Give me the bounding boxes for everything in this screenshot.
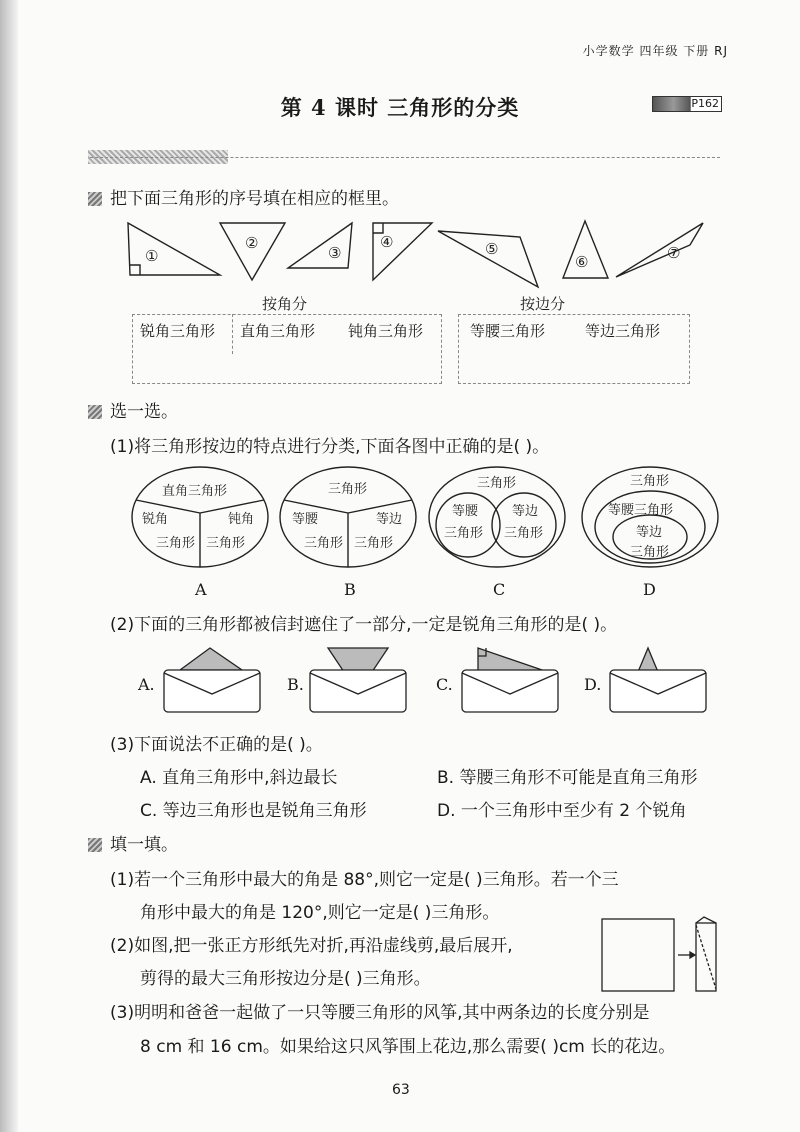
venn-option-c[interactable]: C: [493, 580, 506, 599]
category-obtuse[interactable]: 钝角三角形: [348, 322, 424, 340]
triangle-label-2: ②: [245, 234, 259, 252]
acute-box-divider: [232, 314, 233, 354]
question-1-prompt: 把下面三角形的序号填在相应的框里。: [110, 189, 399, 209]
question-3-line-4: 剪得的最大三角形按边分是( )三角形。: [140, 969, 431, 989]
diagD-text-1: 三角形: [630, 474, 670, 489]
diagB-text-2: 等腰: [292, 512, 319, 527]
question-2-sub2: (2)下面的三角形都被信封遮住了一部分,一定是锐角三角形的是( )。: [110, 615, 618, 635]
envelope-option-d[interactable]: D.: [584, 675, 602, 694]
question-3-line-2: 角形中最大的角是 120°,则它一定是( )三角形。: [140, 903, 500, 923]
triangle-7: [616, 223, 703, 277]
folded-paper-figure: [600, 915, 720, 995]
triangle-1: [128, 223, 220, 275]
scan-edge: [0, 0, 18, 1132]
diagB-text-3: 三角形: [304, 536, 344, 551]
category-right[interactable]: 直角三角形: [240, 322, 316, 340]
question-3-line-5: (3)明明和爸爸一起做了一只等腰三角形的风筝,其中两条边的长度分别是: [110, 1003, 650, 1023]
diagD-text-2: 等腰三角形: [608, 503, 674, 518]
question-3-line-1: (1)若一个三角形中最大的角是 88°,则它一定是( )三角形。若一个三: [110, 870, 619, 890]
choice-a[interactable]: A. 直角三角形中,斜边最长: [140, 768, 338, 788]
section-divider: [90, 157, 720, 158]
triangle-3: [288, 223, 352, 268]
question-2-sub3: (3)下面说法不正确的是( )。: [110, 735, 323, 755]
triangle-label-3: ③: [328, 244, 342, 262]
envelope-figures: [160, 640, 720, 715]
diagB-text-4: 等边: [376, 512, 403, 527]
choice-c[interactable]: C. 等边三角形也是锐角三角形: [140, 801, 367, 821]
venn-option-b[interactable]: B: [344, 580, 356, 599]
diagB-text-5: 三角形: [354, 536, 394, 551]
venn-diagrams: [120, 465, 720, 575]
question-3-icon: [88, 838, 102, 852]
choice-b[interactable]: B. 等腰三角形不可能是直角三角形: [437, 768, 698, 788]
question-2-sub1: (1)将三角形按边的特点进行分类,下面各图中正确的是( )。: [110, 437, 550, 457]
triangle-label-5: ⑤: [485, 240, 499, 258]
question-2-title: 选一选。: [110, 402, 178, 422]
page-number: 63: [392, 1082, 410, 1098]
diagC-text-3: 三角形: [444, 526, 484, 541]
diagA-text-2: 锐角: [142, 512, 169, 527]
triangle-label-6: ⑥: [575, 253, 589, 271]
venn-option-a[interactable]: A: [195, 580, 207, 599]
triangle-4: [373, 223, 432, 280]
triangle-label-7: ⑦: [667, 244, 681, 262]
question-3-line-6: 8 cm 和 16 cm。如果给这只风筝围上花边,那么需要( )cm 长的花边。: [140, 1037, 676, 1057]
page-reference-badge: P162: [652, 96, 722, 112]
envelope-option-c[interactable]: C.: [436, 675, 453, 694]
side-group-label: 按边分: [520, 295, 566, 313]
category-isosceles[interactable]: 等腰三角形: [470, 322, 546, 340]
category-acute[interactable]: 锐角三角形: [140, 322, 216, 340]
diagA-text-4: 钝角: [228, 512, 255, 527]
question-2-icon: [88, 405, 102, 419]
venn-option-d[interactable]: D: [643, 580, 656, 599]
triangle-label-1: ①: [145, 247, 159, 265]
diagC-text-4: 等边: [512, 504, 539, 519]
book-header: 小学数学 四年级 下册 RJ: [582, 44, 728, 58]
question-3-title: 填一填。: [110, 835, 178, 855]
diagB-text-1: 三角形: [328, 482, 368, 497]
triangle-label-4: ④: [380, 233, 394, 251]
question-1-icon: [88, 192, 102, 206]
triangles-figure: [120, 215, 720, 290]
diagD-text-4: 三角形: [630, 545, 670, 560]
category-equilateral[interactable]: 等边三角形: [585, 322, 661, 340]
diagC-text-2: 等腰: [452, 504, 479, 519]
diagA-text-1: 直角三角形: [162, 484, 228, 499]
envelope-option-a[interactable]: A.: [138, 675, 155, 694]
diagA-text-5: 三角形: [206, 536, 246, 551]
angle-group-label: 按角分: [262, 295, 308, 313]
diagC-text-1: 三角形: [477, 476, 517, 491]
diagC-text-5: 三角形: [504, 526, 544, 541]
diagD-text-3: 等边: [636, 525, 663, 540]
envelope-option-b[interactable]: B.: [287, 675, 304, 694]
diagA-text-3: 三角形: [156, 536, 196, 551]
page-title: 第 4 课时 三角形的分类: [280, 95, 520, 120]
question-3-line-3: (2)如图,把一张正方形纸先对折,再沿虚线剪,最后展开,: [110, 936, 513, 956]
choice-d[interactable]: D. 一个三角形中至少有 2 个锐角: [437, 801, 687, 821]
